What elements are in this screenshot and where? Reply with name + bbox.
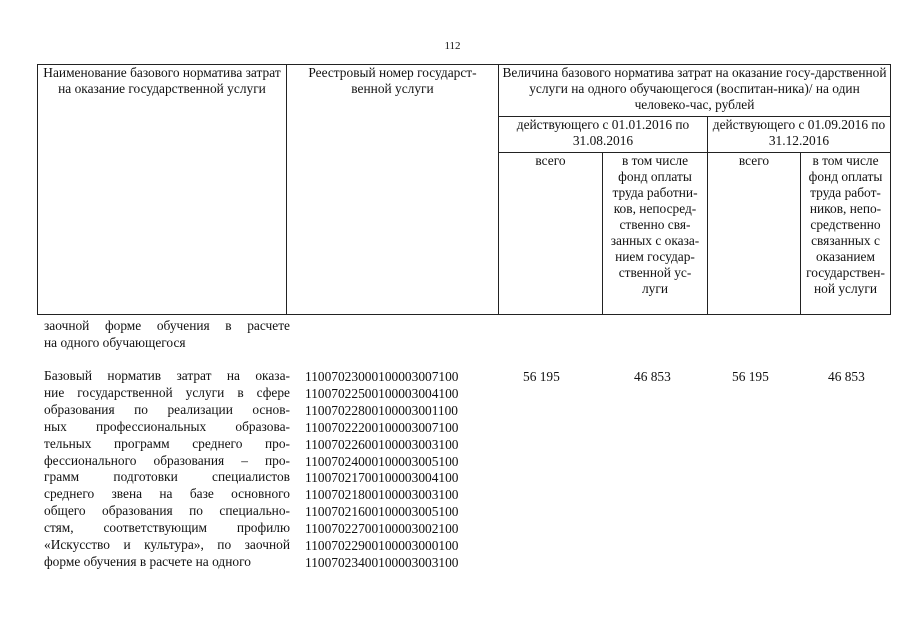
header-period-1: действующего с 01.01.2016 по 31.08.2016 bbox=[499, 117, 708, 153]
row-name-line: грамм подготовки специалистов bbox=[44, 469, 290, 485]
row-name-line: фессионального образования – про- bbox=[44, 452, 290, 468]
registry-code: 11007021600100003005100 bbox=[305, 504, 459, 520]
value-wage-fund-1: 46 853 bbox=[634, 369, 671, 384]
row-name bbox=[44, 368, 290, 571]
registry-codes bbox=[305, 369, 459, 572]
registry-code: 11007022200100003007100 bbox=[305, 419, 459, 435]
value-wage-fund-2: 46 853 bbox=[828, 369, 865, 384]
registry-code: 11007022700100003002100 bbox=[305, 521, 459, 537]
registry-code: 11007022500100003004100 bbox=[305, 385, 459, 401]
registry-code: 11007022900100003000100 bbox=[305, 538, 459, 554]
header-table bbox=[37, 64, 891, 315]
registry-code: 11007022600100003003100 bbox=[305, 436, 459, 452]
header-wage-fund-1: в том числе фонд оплаты труда работни-ков, непосред-ственно свя-занных с оказа-нием государ-ственной ус-луги bbox=[603, 153, 708, 315]
registry-code: 11007022800100003001100 bbox=[305, 402, 458, 418]
row-name-line: среднего звена на базе основного bbox=[44, 486, 290, 502]
row-name-line: стям, соответствующим профилю bbox=[44, 520, 290, 536]
row-name-line: тельных программ среднего про- bbox=[44, 435, 290, 451]
header-wage-fund-2: в том числе фонд оплаты труда работ-ников, непо-средственно связанных с оказанием государствен-ной услуги bbox=[801, 153, 891, 315]
header-registry-number: Реестровый номер государст-венной услуги bbox=[287, 65, 499, 315]
header-total-2: всего bbox=[708, 153, 801, 315]
page-number: 112 bbox=[444, 40, 461, 52]
row-name-line: ние государственной услуги в сфере bbox=[44, 384, 290, 400]
row-name-line: форме обучения в расчете на одного bbox=[44, 553, 251, 569]
continuation-line: заочной форме обучения в расчете bbox=[44, 318, 290, 333]
registry-code: 11007023400100003003100 bbox=[305, 554, 459, 570]
continuation-line: на одного обучающегося bbox=[44, 335, 186, 350]
continuation-text bbox=[44, 317, 290, 351]
registry-code: 11007021800100003003100 bbox=[305, 487, 459, 503]
value-total-2: 56 195 bbox=[732, 369, 769, 384]
row-name-line: «Искусство и культура», по заочной bbox=[44, 537, 290, 553]
registry-code: 11007023000100003007100 bbox=[305, 369, 459, 384]
header-name: Наименование базового норматива затрат на оказание государственной услуги bbox=[38, 65, 287, 315]
row-name-line: образования по реализации основ- bbox=[44, 401, 290, 417]
header-period-2: действующего с 01.09.2016 по 31.12.2016 bbox=[708, 117, 891, 153]
header-norm-value: Величина базового норматива затрат на оказание госу-дарственной услуги на одного обучающегося (воспитан-ника)/ на один человеко-час, рублей bbox=[499, 65, 891, 117]
row-name-line: общего образования по специально- bbox=[44, 503, 290, 519]
registry-code: 11007021700100003004100 bbox=[305, 470, 459, 486]
header-total-1: всего bbox=[499, 153, 603, 315]
value-total-1: 56 195 bbox=[523, 369, 560, 384]
registry-code: 11007024000100003005100 bbox=[305, 453, 459, 469]
row-name-line: ных профессиональных образова- bbox=[44, 418, 290, 434]
row-name-line: Базовый норматив затрат на оказа- bbox=[44, 368, 290, 383]
